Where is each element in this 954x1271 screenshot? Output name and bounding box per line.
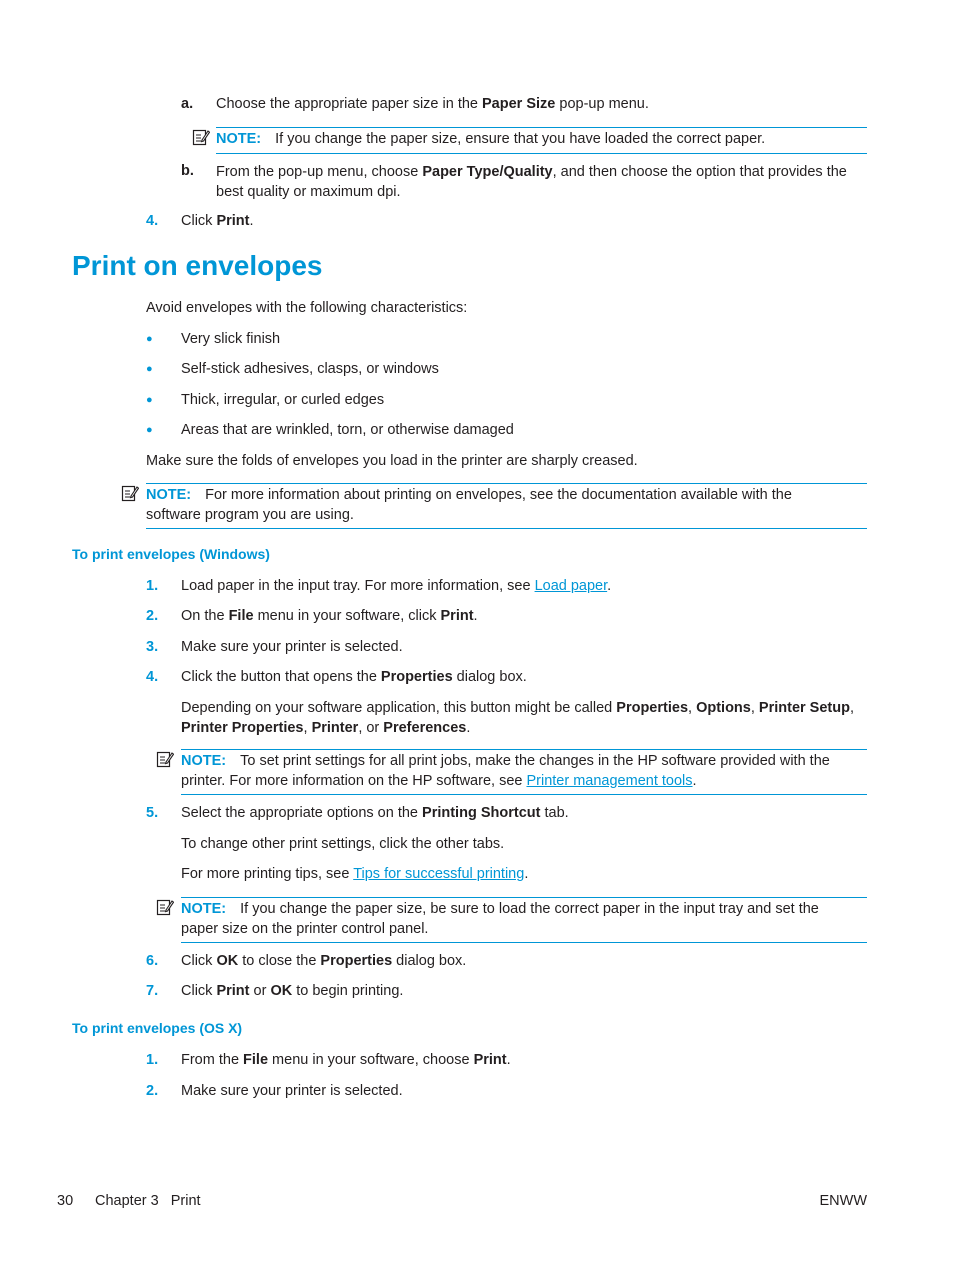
text: ,: [688, 700, 697, 716]
text: .: [524, 866, 529, 882]
section-title: Print on envelopes: [72, 250, 323, 281]
text: or: [249, 983, 271, 999]
note-content: [146, 486, 792, 525]
bold-term: Print: [440, 608, 474, 624]
bold-term: Paper Type/Quality: [422, 164, 553, 180]
page-number: 30: [57, 1193, 74, 1209]
step-text: [181, 1052, 511, 1068]
text: ,: [849, 700, 854, 716]
subheading-osx: To print envelopes (OS X): [72, 1020, 243, 1036]
load-paper-link[interactable]: Load paper: [534, 578, 608, 594]
text: to begin printing.: [292, 983, 404, 999]
bold-term: Properties: [320, 953, 393, 969]
bold-term: File: [243, 1052, 269, 1068]
bold-term: Preferences: [383, 719, 467, 736]
footer-enww: ENWW: [819, 1193, 867, 1209]
step-b-text: [216, 163, 847, 202]
bold-term: Options: [696, 700, 751, 716]
text: Select the appropriate options on the: [181, 805, 423, 821]
step-4-text: [181, 213, 254, 229]
text: .: [607, 578, 612, 594]
bold-term: Print: [216, 983, 250, 999]
list-item: Areas that are wrinkled, torn, or otherwise damaged: [181, 422, 514, 438]
step-5-tips: [181, 866, 528, 882]
bold-term: Printer: [311, 719, 359, 736]
folds-text: Make sure the folds of envelopes you load in the printer are sharply creased.: [146, 453, 638, 469]
step-text: [181, 608, 478, 624]
bold-term: File: [228, 608, 254, 624]
text: , or: [358, 719, 384, 736]
bullet-icon: ●: [146, 424, 153, 436]
note-text: paper size on the printer control panel.: [181, 920, 429, 937]
step-number: 4.: [146, 669, 159, 685]
subheading-windows: To print envelopes (Windows): [72, 546, 270, 562]
text: From the: [181, 1052, 244, 1068]
text: Choose the appropriate paper size in the: [216, 96, 483, 112]
intro-text: Avoid envelopes with the following characteristics:: [146, 300, 468, 316]
text: .: [473, 608, 478, 624]
list-item: Very slick finish: [181, 331, 281, 347]
note-label: NOTE:: [181, 901, 227, 917]
bold-term: Printer Properties: [181, 719, 304, 736]
note-text: If you change the paper size, be sure to load the correct paper in the input tray and set the: [240, 901, 819, 917]
step-marker-b: b.: [181, 163, 194, 179]
text: menu in your software, click: [253, 608, 441, 624]
note-text: To set print settings for all print jobs, make the changes in the HP software provided with the: [240, 753, 830, 769]
bullet-icon: ●: [146, 363, 153, 375]
text: Click: [181, 953, 217, 969]
text: For more printing tips, see: [181, 866, 354, 882]
tips-link[interactable]: Tips for successful printing: [353, 866, 525, 882]
step-text: [181, 578, 611, 594]
text: Click the button that opens the: [181, 669, 381, 685]
text: .: [466, 719, 471, 736]
text: , and then choose the option that provides the: [552, 164, 847, 180]
bold-term: Printer Setup: [758, 700, 850, 716]
chapter-label: Chapter 3 Print: [95, 1193, 201, 1209]
step-text: [181, 953, 466, 969]
note-text: software program you are using.: [146, 506, 354, 523]
bold-term: Print: [473, 1052, 507, 1068]
note-content: [216, 130, 765, 150]
step-number: 7.: [146, 983, 159, 999]
note-text: .: [692, 772, 697, 789]
step-a-text: [216, 96, 649, 112]
text: Click: [181, 213, 217, 229]
text: Depending on your software application, this button might be called: [181, 700, 617, 716]
step-number: 2.: [146, 1083, 159, 1099]
text: tab.: [540, 805, 569, 821]
note-icon: [121, 484, 139, 502]
note-label: NOTE:: [146, 487, 192, 503]
list-item: Self-stick adhesives, clasps, or windows: [181, 361, 439, 377]
note-icon: [192, 128, 210, 146]
text: Load paper in the input tray. For more information, see: [181, 578, 535, 594]
note-icon: [156, 750, 174, 768]
note-content: [181, 752, 830, 791]
text: pop-up menu.: [555, 96, 649, 112]
note-text: printer. For more information on the HP software, see: [181, 772, 527, 789]
text: .: [249, 213, 254, 229]
step-number: 2.: [146, 608, 159, 624]
text: dialog box.: [392, 953, 467, 969]
text: From the pop-up menu, choose: [216, 164, 423, 180]
step-number: 1.: [146, 578, 159, 594]
text: dialog box.: [452, 669, 527, 685]
bold-term: Properties: [380, 669, 453, 685]
step-text: Make sure your printer is selected.: [181, 1083, 403, 1099]
bold-term: Printing Shortcut: [422, 805, 541, 821]
bullet-icon: ●: [146, 394, 153, 406]
step-number: 3.: [146, 639, 159, 655]
text: .: [506, 1052, 511, 1068]
step-marker-a: a.: [181, 96, 194, 112]
step-text: [181, 669, 527, 685]
bold-term: Properties: [616, 700, 689, 716]
step-number: 1.: [146, 1052, 159, 1068]
bold-term: Print: [216, 213, 250, 229]
bold-term: Paper Size: [482, 96, 556, 112]
note-text: For more information about printing on envelopes, see the documentation available with the: [205, 487, 792, 503]
note-icon: [156, 898, 174, 916]
text: menu in your software, choose: [268, 1052, 474, 1068]
bullet-icon: ●: [146, 333, 153, 345]
text: best quality or maximum dpi.: [216, 183, 401, 200]
note-text: If you change the paper size, ensure that you have loaded the correct paper.: [275, 131, 766, 147]
step-5-detail: To change other print settings, click the other tabs.: [181, 836, 505, 852]
step-4-detail: [181, 699, 854, 738]
text: ,: [303, 719, 312, 736]
bold-term: OK: [216, 953, 239, 969]
printer-management-tools-link[interactable]: Printer management tools: [526, 772, 693, 789]
note-label: NOTE:: [181, 753, 227, 769]
text: On the: [181, 608, 229, 624]
note-content: [181, 900, 819, 939]
step-number: 4.: [146, 213, 159, 229]
step-text: Make sure your printer is selected.: [181, 639, 403, 655]
step-text: [181, 805, 569, 821]
list-item: Thick, irregular, or curled edges: [181, 392, 385, 408]
step-number: 5.: [146, 805, 159, 821]
step-number: 6.: [146, 953, 159, 969]
bold-term: OK: [270, 983, 293, 999]
step-text: [181, 983, 403, 999]
note-label: NOTE:: [216, 131, 262, 147]
text: ,: [750, 700, 759, 716]
text: to close the: [238, 953, 321, 969]
text: Click: [181, 983, 217, 999]
